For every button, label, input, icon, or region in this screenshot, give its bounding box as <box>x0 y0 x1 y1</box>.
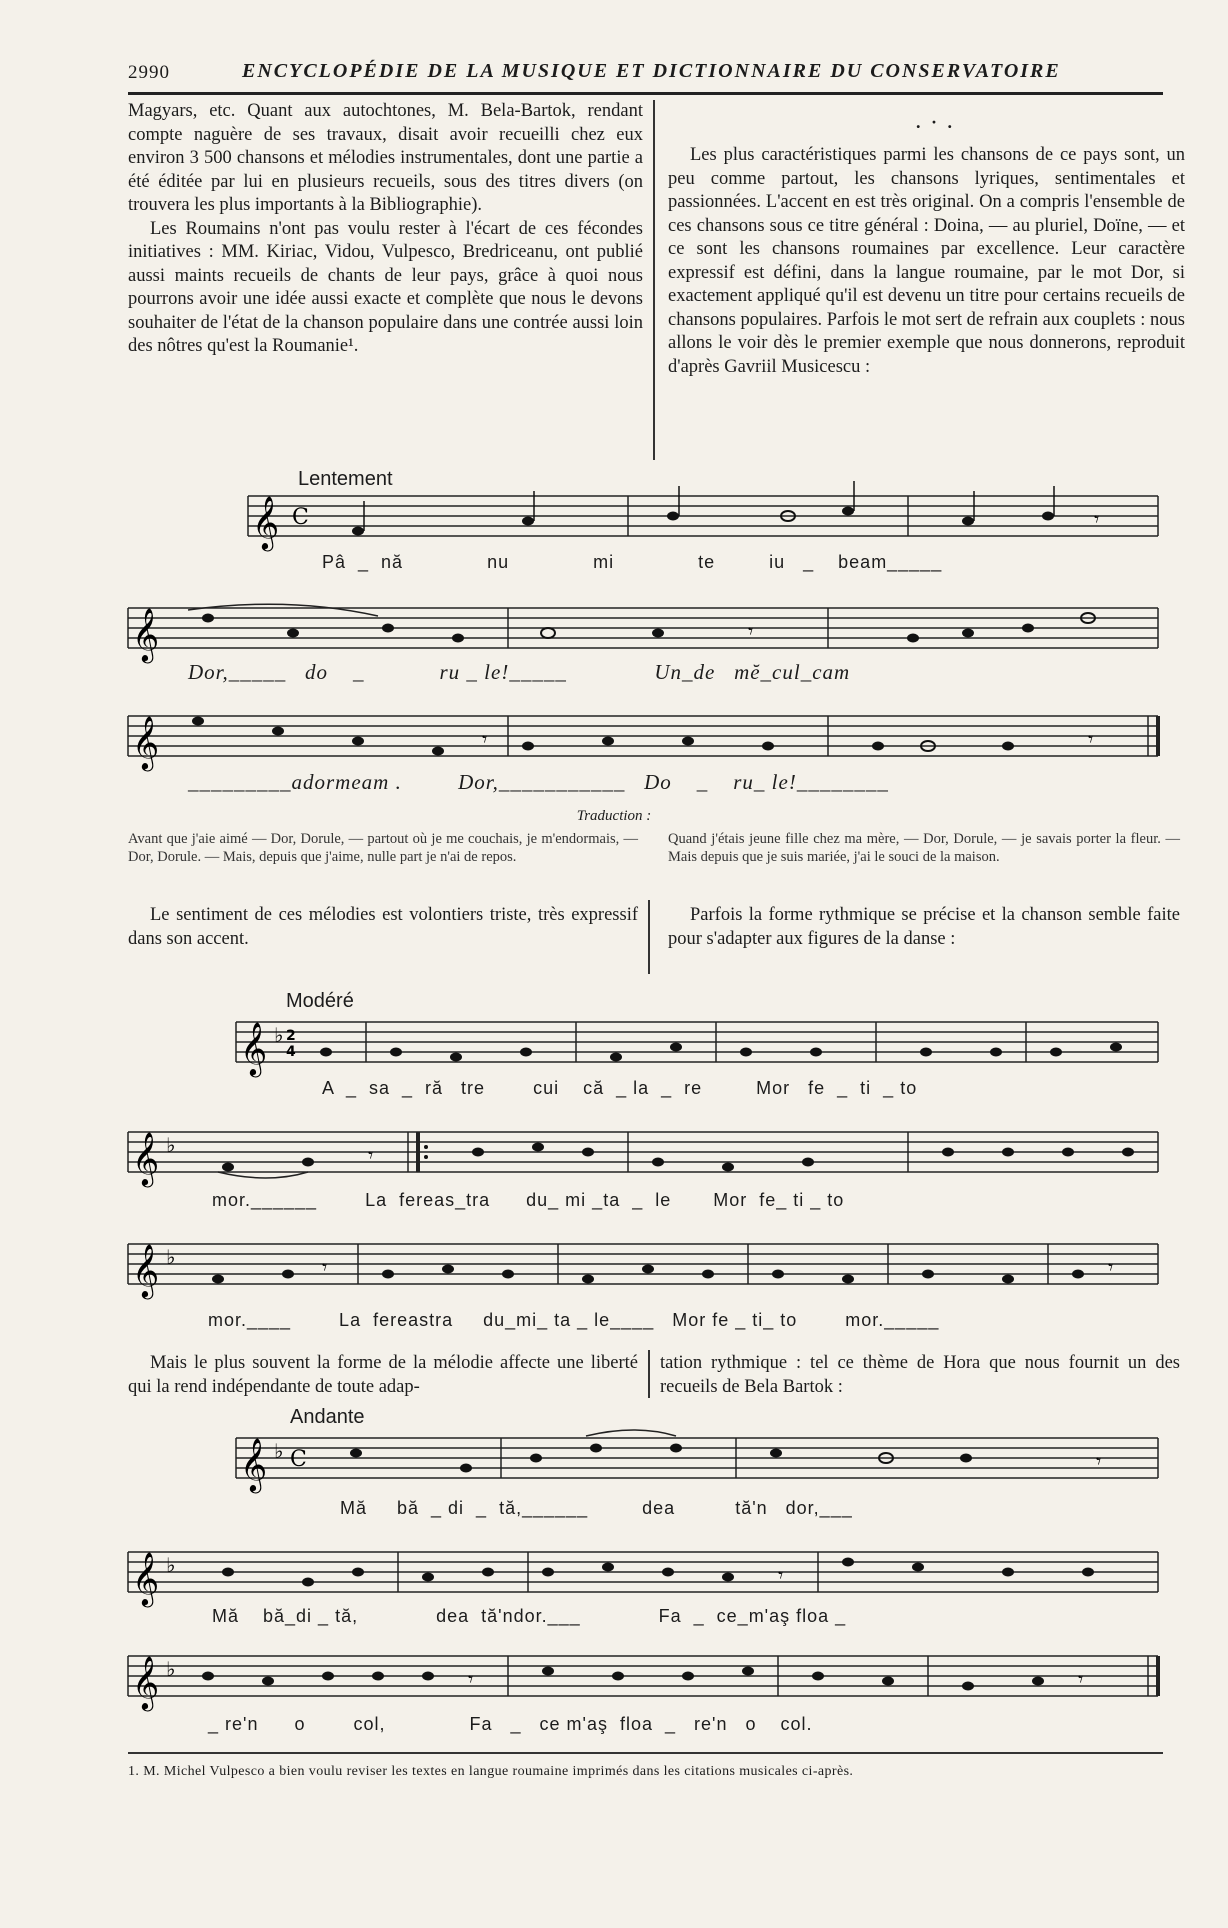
paragraph-doina: Les plus caractéristiques parmi les chansons de ce pays sont, un peu comme partout, les chansons lyriques, sentimentales et passionnées. L'accent en est très original. On a compris l'ensemble de ces chansons sous ce titre général : Doina, — au pluriel, Doïne, — et ce sont les chansons roumaines par excellence. Leur caractère expressif est défini, dans la langue roumaine, par le mot Dor, si exactement appliqué qu'il est devenu un titre pour certains recueils de chansons populaires. Parfois le mot sert de refrain aux couplets : nous allons le voir dès le premier exemple que nous donnerons, reproduit d'après Gavriil Musicescu : <box>668 145 1185 377</box>
column-divider-lower <box>648 1350 650 1398</box>
svg-text:𝄾: 𝄾 <box>322 1255 328 1279</box>
svg-text:𝄞: 𝄞 <box>240 1437 268 1491</box>
svg-text:𝄞: 𝄞 <box>252 495 280 549</box>
translation-left <box>128 830 638 866</box>
svg-text:𝄞: 𝄞 <box>132 1243 160 1297</box>
translation-right-text: Quand j'étais jeune fille chez ma mère, — Dor, Dorule, — je savais porter la fleur. — Mais depuis que je suis mariée, j'ai le souci de la maison. <box>668 831 1180 865</box>
music3-lyrics-2: Mă bă_di _ tă, dea tă'ndor.___ Fa _ ce_m'aş floa _ <box>212 1606 847 1626</box>
translation-right <box>668 830 1180 866</box>
page-number: 2990 <box>128 62 170 83</box>
svg-text:𝄾: 𝄾 <box>1094 507 1100 531</box>
music1-staff-3 <box>128 706 1158 769</box>
music2-staff-3 <box>128 1234 1158 1297</box>
svg-text:𝄾: 𝄾 <box>468 1667 474 1691</box>
column-divider-top <box>653 100 655 460</box>
column-divider-middle <box>648 900 650 974</box>
running-header: ENCYCLOPÉDIE DE LA MUSIQUE ET DICTIONNAIRE DU CONSERVATOIRE <box>242 60 1061 82</box>
paragraph-hora: tation rythmique : tel ce thème de Hora que nous fournit un des recueils de Bela Bartok : <box>660 1353 1180 1397</box>
svg-text:𝄞: 𝄞 <box>132 1131 160 1185</box>
paragraph-roumains: Les Roumains n'ont pas voulu rester à l'écart de ces fécondes initiatives : MM. Kiriac, Vidou, Vulpesco, Bredriceanu, ont publié aussi maints recueils de chants de leur pays, grâce à quoi nous pourrons avoir une idée aussi exacte et complète que nous le devons souhaiter de l'état de la chanson populaire dans une contrée aussi loin des nôtres qu'est la Roumanie¹. <box>128 218 643 356</box>
tempo-andante: Andante <box>290 1406 365 1428</box>
music2-lyrics-3: mor.____ La fereastra du_mi_ ta _ le____ Mor fe _ ti_ to mor._____ <box>208 1310 940 1330</box>
svg-text:𝄞: 𝄞 <box>132 715 160 769</box>
svg-text:2: 2 <box>286 1028 296 1044</box>
music2-staff-2 <box>128 1122 1158 1185</box>
music3-staff-3 <box>128 1646 1158 1709</box>
svg-text:♭: ♭ <box>274 1023 284 1047</box>
svg-text:𝄾: 𝄾 <box>748 619 754 643</box>
paragraph-rythmique: Parfois la forme rythmique se précise et la chanson semble faite pour s'adapter aux figures de la danse : <box>668 905 1180 949</box>
left-column-lower <box>128 1352 638 1399</box>
svg-text:𝄾: 𝄾 <box>482 727 488 751</box>
section-separator: . · . <box>916 112 956 132</box>
music1-staff-2 <box>128 598 1158 661</box>
right-column-middle <box>668 904 1180 951</box>
footnote-rule <box>128 1752 1163 1754</box>
tempo-modere: Modéré <box>286 990 354 1012</box>
svg-text:𝄞: 𝄞 <box>132 1655 160 1709</box>
music1-lyrics-1: Pâ _ nă nu mi te iu _ beam_____ <box>322 552 943 572</box>
music1-staff-1 <box>248 486 1158 549</box>
music3-staff-1 <box>236 1428 1158 1491</box>
tempo-lentement: Lentement <box>298 468 393 490</box>
svg-text:♭: ♭ <box>166 1657 176 1681</box>
left-column-top <box>128 100 643 359</box>
right-column-top <box>668 144 1185 379</box>
svg-text:𝄾: 𝄾 <box>368 1143 374 1167</box>
svg-text:𝄞: 𝄞 <box>132 1551 160 1605</box>
svg-text:C: C <box>292 505 309 530</box>
music1-lyrics-3: _________adormeam . Dor,___________ Do _ ru_ le!________ <box>188 770 889 794</box>
music2-lyrics-2: mor.______ La fereas_tra du_ mi _ta _ le Mor fe_ ti _ to <box>212 1190 845 1210</box>
svg-text:♭: ♭ <box>166 1245 176 1269</box>
svg-text:𝄾: 𝄾 <box>1078 1667 1084 1691</box>
footnote: 1. M. Michel Vulpesco a bien voulu reviser les textes en langue roumaine imprimés dans les citations musicales ci-après. <box>128 1764 854 1779</box>
left-column-middle <box>128 904 638 951</box>
translation-title: Traduction : <box>576 808 652 824</box>
svg-text:𝄞: 𝄞 <box>240 1021 268 1075</box>
paragraph-magyars: Magyars, etc. Quant aux autochtones, M. Bela-Bartok, rendant compte naguère de ses travaux, disait avoir recueilli chez eux environ 3 500 chansons et mélodies instrumentales, dont une partie a été éditée par lui en plusieurs recueils, sous des titres divers (on trouvera les plus importants à la Bibliographie). <box>128 101 643 215</box>
svg-text:𝄾: 𝄾 <box>778 1563 784 1587</box>
svg-text:♭: ♭ <box>166 1553 176 1577</box>
translation-left-text: Avant que j'aie aimé — Dor, Dorule, — partout où je me couchais, je m'endormais, — Dor, Dorule. — Mais, depuis que j'aime, nulle part je n'ai de repos. <box>128 831 638 865</box>
paragraph-sentiment: Le sentiment de ces mélodies est volontiers triste, très expressif dans son accent. <box>128 905 638 949</box>
svg-text:𝄞: 𝄞 <box>132 607 160 661</box>
paragraph-liberte: Mais le plus souvent la forme de la mélodie affecte une liberté qui la rend indépendante de toute adap- <box>128 1353 638 1397</box>
music3-lyrics-3: _ re'n o col, Fa _ ce m'aş floa _ re'n o col. <box>208 1714 813 1734</box>
svg-text:𝄾: 𝄾 <box>1088 727 1094 751</box>
right-column-lower <box>660 1352 1180 1399</box>
svg-text:♭: ♭ <box>166 1133 176 1157</box>
music2-lyrics-1: A _ sa _ ră tre cui că _ la _ re Mor fe _ ti _ to <box>322 1078 918 1098</box>
svg-text:4: 4 <box>286 1044 296 1060</box>
music3-staff-2 <box>128 1542 1158 1605</box>
svg-text:𝄾: 𝄾 <box>1096 1449 1102 1473</box>
svg-text:C: C <box>290 1447 307 1472</box>
music3-lyrics-1: Mă bă _ di _ tă,______ dea tă'n dor,___ <box>340 1498 853 1518</box>
header-rule <box>128 92 1163 95</box>
svg-text:𝄾: 𝄾 <box>1108 1255 1114 1279</box>
svg-text:♭: ♭ <box>274 1439 284 1463</box>
music1-lyrics-2: Dor,_____ do _ ru _ le!_____ Un_de mĕ_cul_cam <box>188 660 851 684</box>
music2-staff-1 <box>236 1012 1158 1075</box>
